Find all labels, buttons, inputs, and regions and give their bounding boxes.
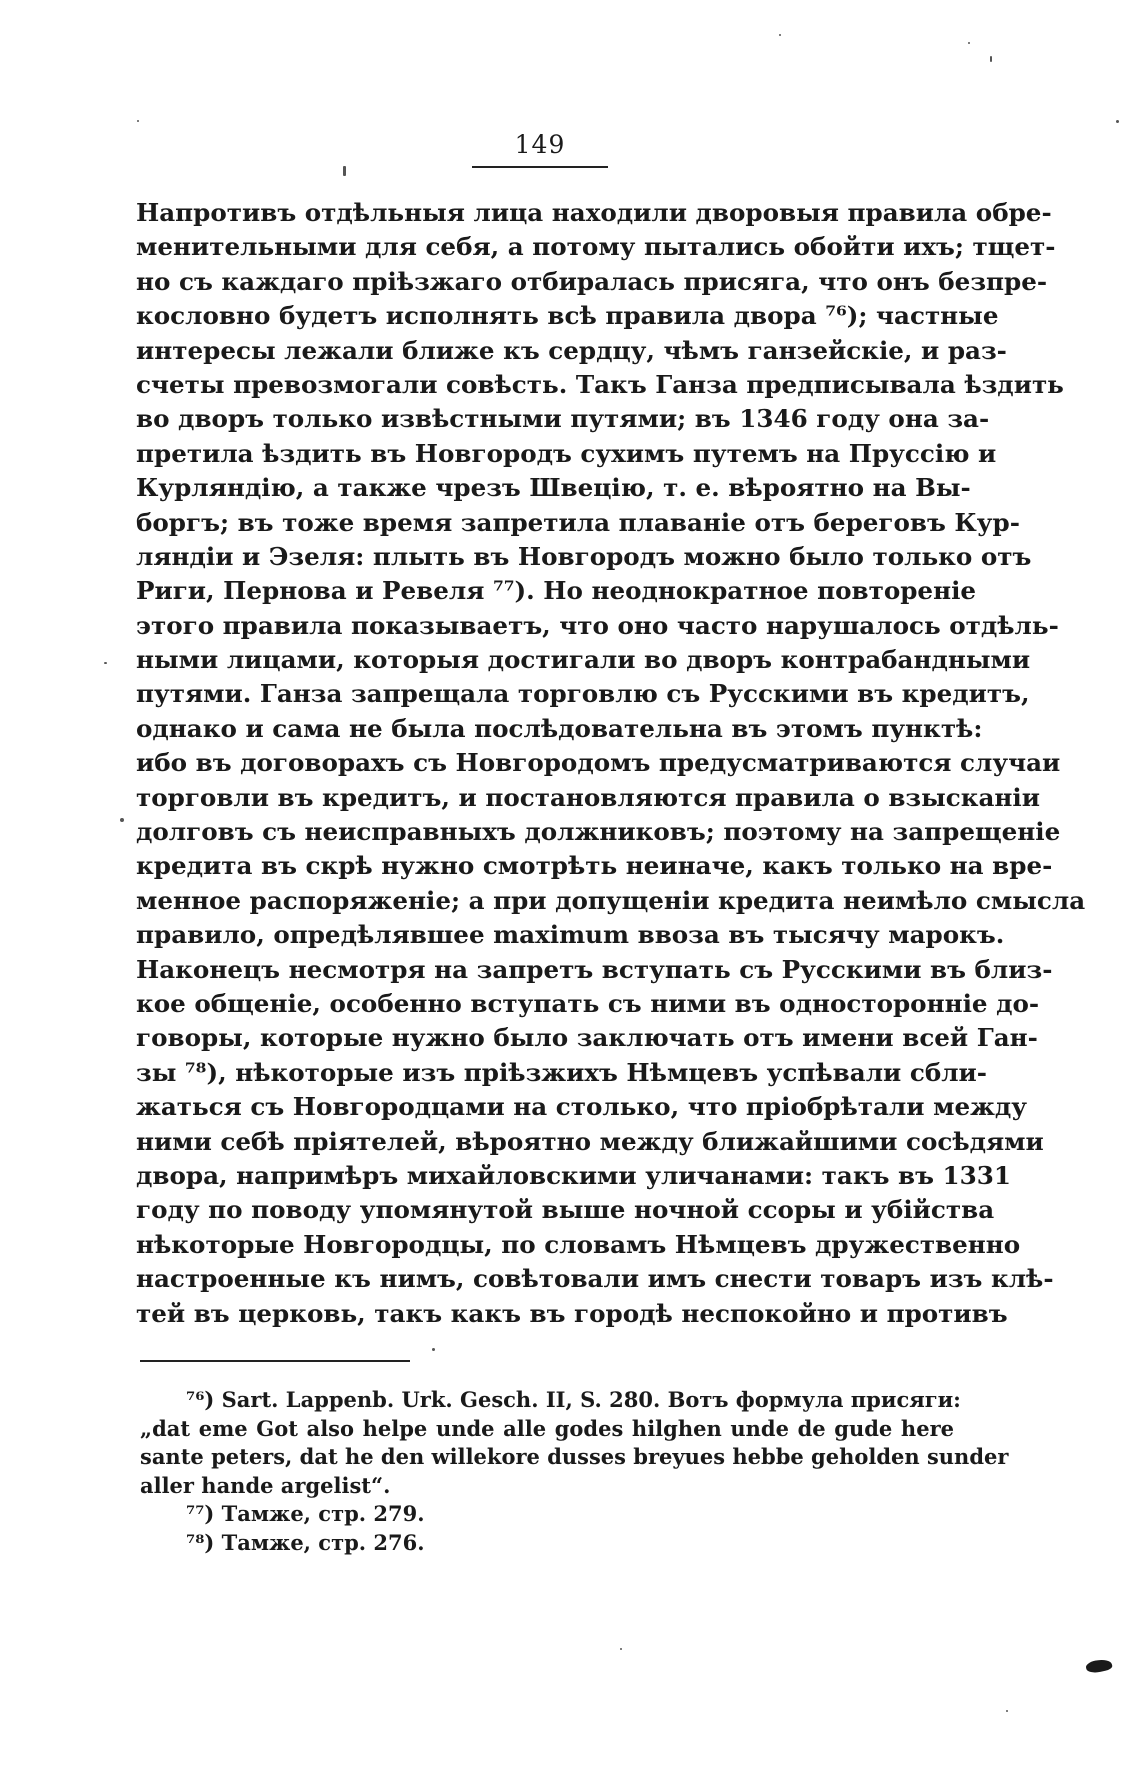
body-line: однако и сама не была послѣдовательна въ этомъ пунктѣ:: [136, 713, 983, 743]
body-line: долговъ съ неисправныхъ должниковъ; поэтому на запрещеніе: [136, 817, 1061, 847]
scan-speck: [137, 120, 139, 122]
scan-corner-mark: [1085, 1657, 1113, 1674]
body-line: говоры, которые нужно было заключать отъ имени всей Ган-: [136, 1023, 1038, 1053]
scan-speck: [1006, 1710, 1008, 1712]
footnote-76-line: aller hande argelist“.: [140, 1472, 391, 1498]
scan-speck: [990, 56, 992, 62]
body-line: настроенные къ нимъ, совѣтовали имъ снести товаръ изъ клѣ-: [136, 1264, 1054, 1294]
body-line: менное распоряженіе; а при допущеніи кредита неимѣло смысла: [136, 885, 1086, 915]
body-line: Наконецъ несмотря на запретъ вступать съ Русскими въ близ-: [136, 954, 1053, 984]
body-line: кословно будетъ исполнять всѣ правила двора ⁷⁶); частные: [136, 301, 999, 331]
body-line: тей въ церковь, такъ какъ въ городѣ неспокойно и противъ: [136, 1298, 1008, 1328]
body-line: кое общеніе, особенно вступать съ ними въ односторонніе до-: [136, 988, 1040, 1018]
scan-speck: [432, 1348, 435, 1351]
footnote-76-line: „dat eme Got also helpe unde alle godes hilghen unde de gude here: [140, 1415, 954, 1441]
scan-speck: [1116, 120, 1119, 123]
body-line: путями. Ганза запрещала торговлю съ Русскими въ кредитъ,: [136, 679, 1030, 709]
body-line: ибо въ договорахъ съ Новгородомъ предусматриваются случаи: [136, 748, 1061, 778]
body-line: кредита въ скрѣ нужно смотрѣть неиначе, какъ только на вре-: [136, 851, 1053, 881]
body-line: жаться съ Новгородцами на столько, что пріобрѣтали между: [136, 1092, 1028, 1122]
body-line: этого правила показываетъ, что оно часто нарушалось отдѣль-: [136, 610, 1059, 640]
scan-speck: [120, 818, 124, 822]
body-line: боргъ; въ тоже время запретила плаваніе отъ береговъ Кур-: [136, 507, 1020, 537]
body-line: но съ каждаго пріѣзжаго отбиралась присяга, что онъ безпре-: [136, 266, 1048, 296]
body-line: двора, напримѣръ михайловскими уличанами: такъ въ 1331: [136, 1160, 1011, 1190]
scan-speck: [968, 42, 970, 44]
body-line: Напротивъ отдѣльныя лица находили дворовыя правила обре-: [136, 198, 1052, 227]
footnote-76-line: sante peters, dat he den willekore dusses breyues hebbe geholden sunder: [140, 1444, 1009, 1470]
footnote-77: ⁷⁷) Тамже, стр. 279.: [186, 1501, 425, 1527]
body-line: ляндіи и Эзеля: плыть въ Новгородъ можно было только отъ: [136, 541, 1032, 571]
body-line: году по поводу упомянутой выше ночной ссоры и убійства: [136, 1195, 995, 1225]
body-line: ными лицами, которыя достигали во дворъ контрабандными: [136, 645, 1031, 675]
scan-speck: [343, 166, 346, 176]
page-number-rule: [472, 166, 608, 168]
body-line: во дворъ только извѣстными путями; въ 1346 году она за-: [136, 404, 990, 434]
body-line: ними себѣ пріятелей, вѣроятно между ближайшими сосѣдями: [136, 1126, 1044, 1156]
scan-speck: [779, 34, 781, 36]
body-line: нѣкоторые Новгородцы, по словамъ Нѣмцевъ дружественно: [136, 1229, 1021, 1259]
body-line: претила ѣздить въ Новгородъ сухимъ путемъ на Пруссію и: [136, 438, 997, 468]
body-line: Курляндію, а также чрезъ Швецію, т. е. вѣроятно на Вы-: [136, 473, 971, 503]
body-line: торговли въ кредитъ, и постановляются правила о взысканіи: [136, 782, 1041, 812]
body-line: правило, опредѣлявшее maximum ввоза въ тысячу марокъ.: [136, 920, 1005, 950]
scan-speck: [104, 662, 107, 664]
body-line: менительными для себя, а потому пытались обойти ихъ; тщет-: [136, 232, 1056, 262]
footnote-rule: [140, 1360, 410, 1362]
scan-speck: [620, 1648, 622, 1650]
body-line: счеты превозмогали совѣсть. Такъ Ганза предписывала ѣздить: [136, 369, 1064, 399]
footnote-78: ⁷⁸) Тамже, стр. 276.: [186, 1529, 425, 1555]
page-number: 149: [514, 130, 566, 159]
footnotes: [140, 1386, 1009, 1558]
body-line: интересы лежали ближе къ сердцу, чѣмъ ганзейскіе, и раз-: [136, 335, 1007, 365]
body-line: Риги, Пернова и Ревеля ⁷⁷). Но неоднократное повтореніе: [136, 576, 977, 606]
footnote-76-line: ⁷⁶) Sart. Lappenb. Urk. Gesch. II, S. 280. Вотъ формула присяги:: [186, 1387, 961, 1412]
body-line: зы ⁷⁸), нѣкоторые изъ пріѣзжихъ Нѣмцевъ успѣвали сбли-: [136, 1057, 988, 1087]
body-text: [136, 196, 1086, 1331]
